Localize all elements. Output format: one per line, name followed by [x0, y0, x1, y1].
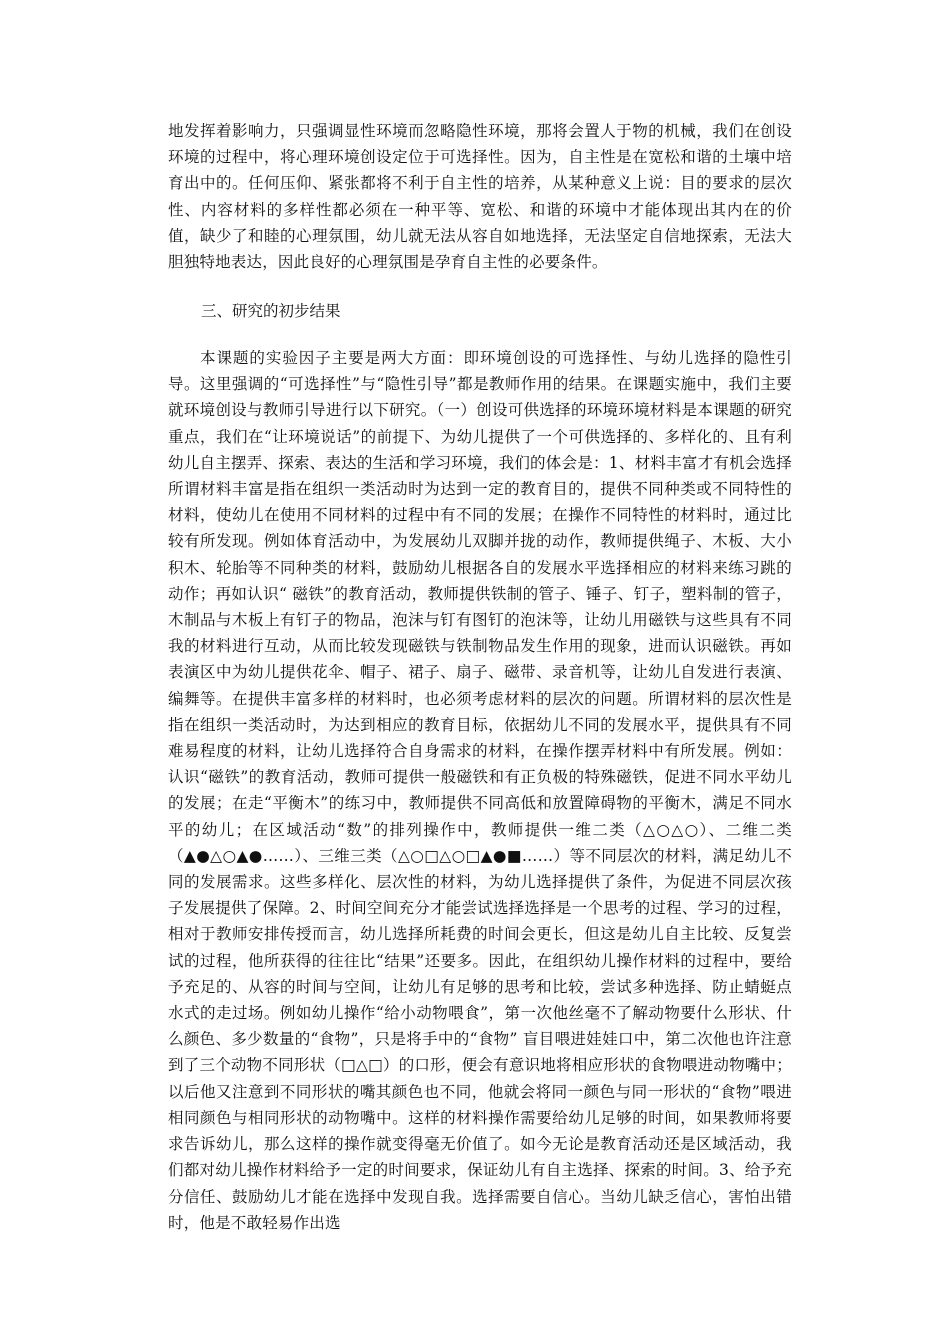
section-heading: 三、研究的初步结果 [201, 302, 341, 320]
body-paragraph: 地发挥着影响力，只强调显性环境而忽略隐性环境，那将会置人于物的机械，我们在创设环境的过程中，将心理环境创设定位于可选择性。因为，自主性是在宽松和谐的土壤中培育出中的。任何压仰、紧张都将不利于自主性的培养，从某种意义上说：目的要求的层次性、内容材料的多样性都必须在一种平等、宽松、和谐的环境中才能体现出其内在的价值，缺少了和睦的心理氛围，幼儿就无法从容自如地选择，无法坚定自信地探索，无法大胆独特地表达，因此良好的心理氛围是孕育自主性的必要条件。 [168, 122, 792, 272]
body-paragraph: 本课题的实验因子主要是两大方面：即环境创设的可选择性、与幼儿选择的隐性引导。这里强调的“可选择性”与“隐性引导”都是教师作用的结果。在课题实施中，我们主要就环境创设与教师引导进行以下研究。（一）创设可供选择的环境环境材料是本课题的研究重点，我们在“让环境说话”的前提下、为幼儿提供了一个可供选择的、多样化的、且有利幼儿自主摆弄、探索、表达的生活和学习环境，我们的体会是：1、材料丰富才有机会选择所谓材料丰富是指在组织一类活动时为达到一定的教育目的，提供不同种类或不同特性的材料，使幼儿在使用不同材料的过程中有不同的发展；在操作不同特性的材料时，通过比较有所发现。例如体育活动中，为发展幼儿双脚并拢的动作，教师提供绳子、木板、大小积木、轮胎等不同种类的材料，鼓励幼儿根据各自的发展水平选择相应的材料来练习跳的动作；再如认识“ 磁铁”的教育活动，教师提供铁制的管子、锤子、钉子，塑料制的管子，木制品与木板上有钉子的物品，泡沫与钉有图钉的泡沫等，让幼儿用磁铁与这些具有不同我的材料进行互动，从而比较发现磁铁与铁制物品发生作用的现象，进而认识磁铁。再如表演区中为幼儿提供花伞、帽子、裙子、扇子、磁带、录音机等，让幼儿自发进行表演、编舞等。在提供丰富多样的材料时，也必须考虑材料的层次的问题。所谓材料的层次性是指在组织一类活动时，为达到相应的教育目标，依据幼儿不同的发展水平，提供具有不同难易程度的材料，让幼儿选择符合自身需求的材料，在操作摆弄材料中有所发展。例如：认识“磁铁”的教育活动，教师可提供一般磁铁和有正负极的特殊磁铁，促进不同水平幼儿的发展；在走“平衡木”的练习中，教师提供不同高低和放置障碍物的平衡木，满足不同水平的幼儿；在区域活动“数”的排列操作中，教师提供一维二类（△○△○）、二维二类（▲●△○▲●……）、三维三类（△○□△○□▲●■……）等不同层次的材料，满足幼儿不同的发展需求。这些多样化、层次性的材料，为幼儿选择提供了条件，为促进不同层次孩子发展提供了保障。2、时间空间充分才能尝试选择选择是一个思考的过程、学习的过程，相对于教师安排传授而言，幼儿选择所耗费的时间会更长，但这是幼儿自主比较、反复尝试的过程，他所获得的往往比“结果”还要多。因此，在组织幼儿操作材料的过程中，要给予充足的、从容的时间与空间，让幼儿有足够的思考和比较，尝试多种选择、防止蜻蜓点水式的走过场。例如幼儿操作“给小动物喂食”，第一次他丝毫不了解动物要什么形状、什么颜色、多少数量的“食物”，只是将手中的“食物” 盲目喂进娃娃口中，第二次他也许注意到了三个动物不同形状（□△□）的口形，便会有意识地将相应形状的食物喂进动物嘴中；以后他又注意到不同形状的嘴其颜色也不同，他就会将同一颜色与同一形状的“食物”喂进相同颜色与相同形状的动物嘴中。这样的材料操作需要给幼儿足够的时间，如果教师将要求告诉幼儿，那么这样的操作就变得毫无价值了。如今无论是教育活动还是区域活动，我们都对幼儿操作材料给予一定的时间要求，保证幼儿有自主选择、探索的时间。3、给予充分信任、鼓励幼儿才能在选择中发现自我。选择需要自信心。当幼儿缺乏信心，害怕出错时，他是不敢轻易作出选 [168, 349, 792, 1232]
